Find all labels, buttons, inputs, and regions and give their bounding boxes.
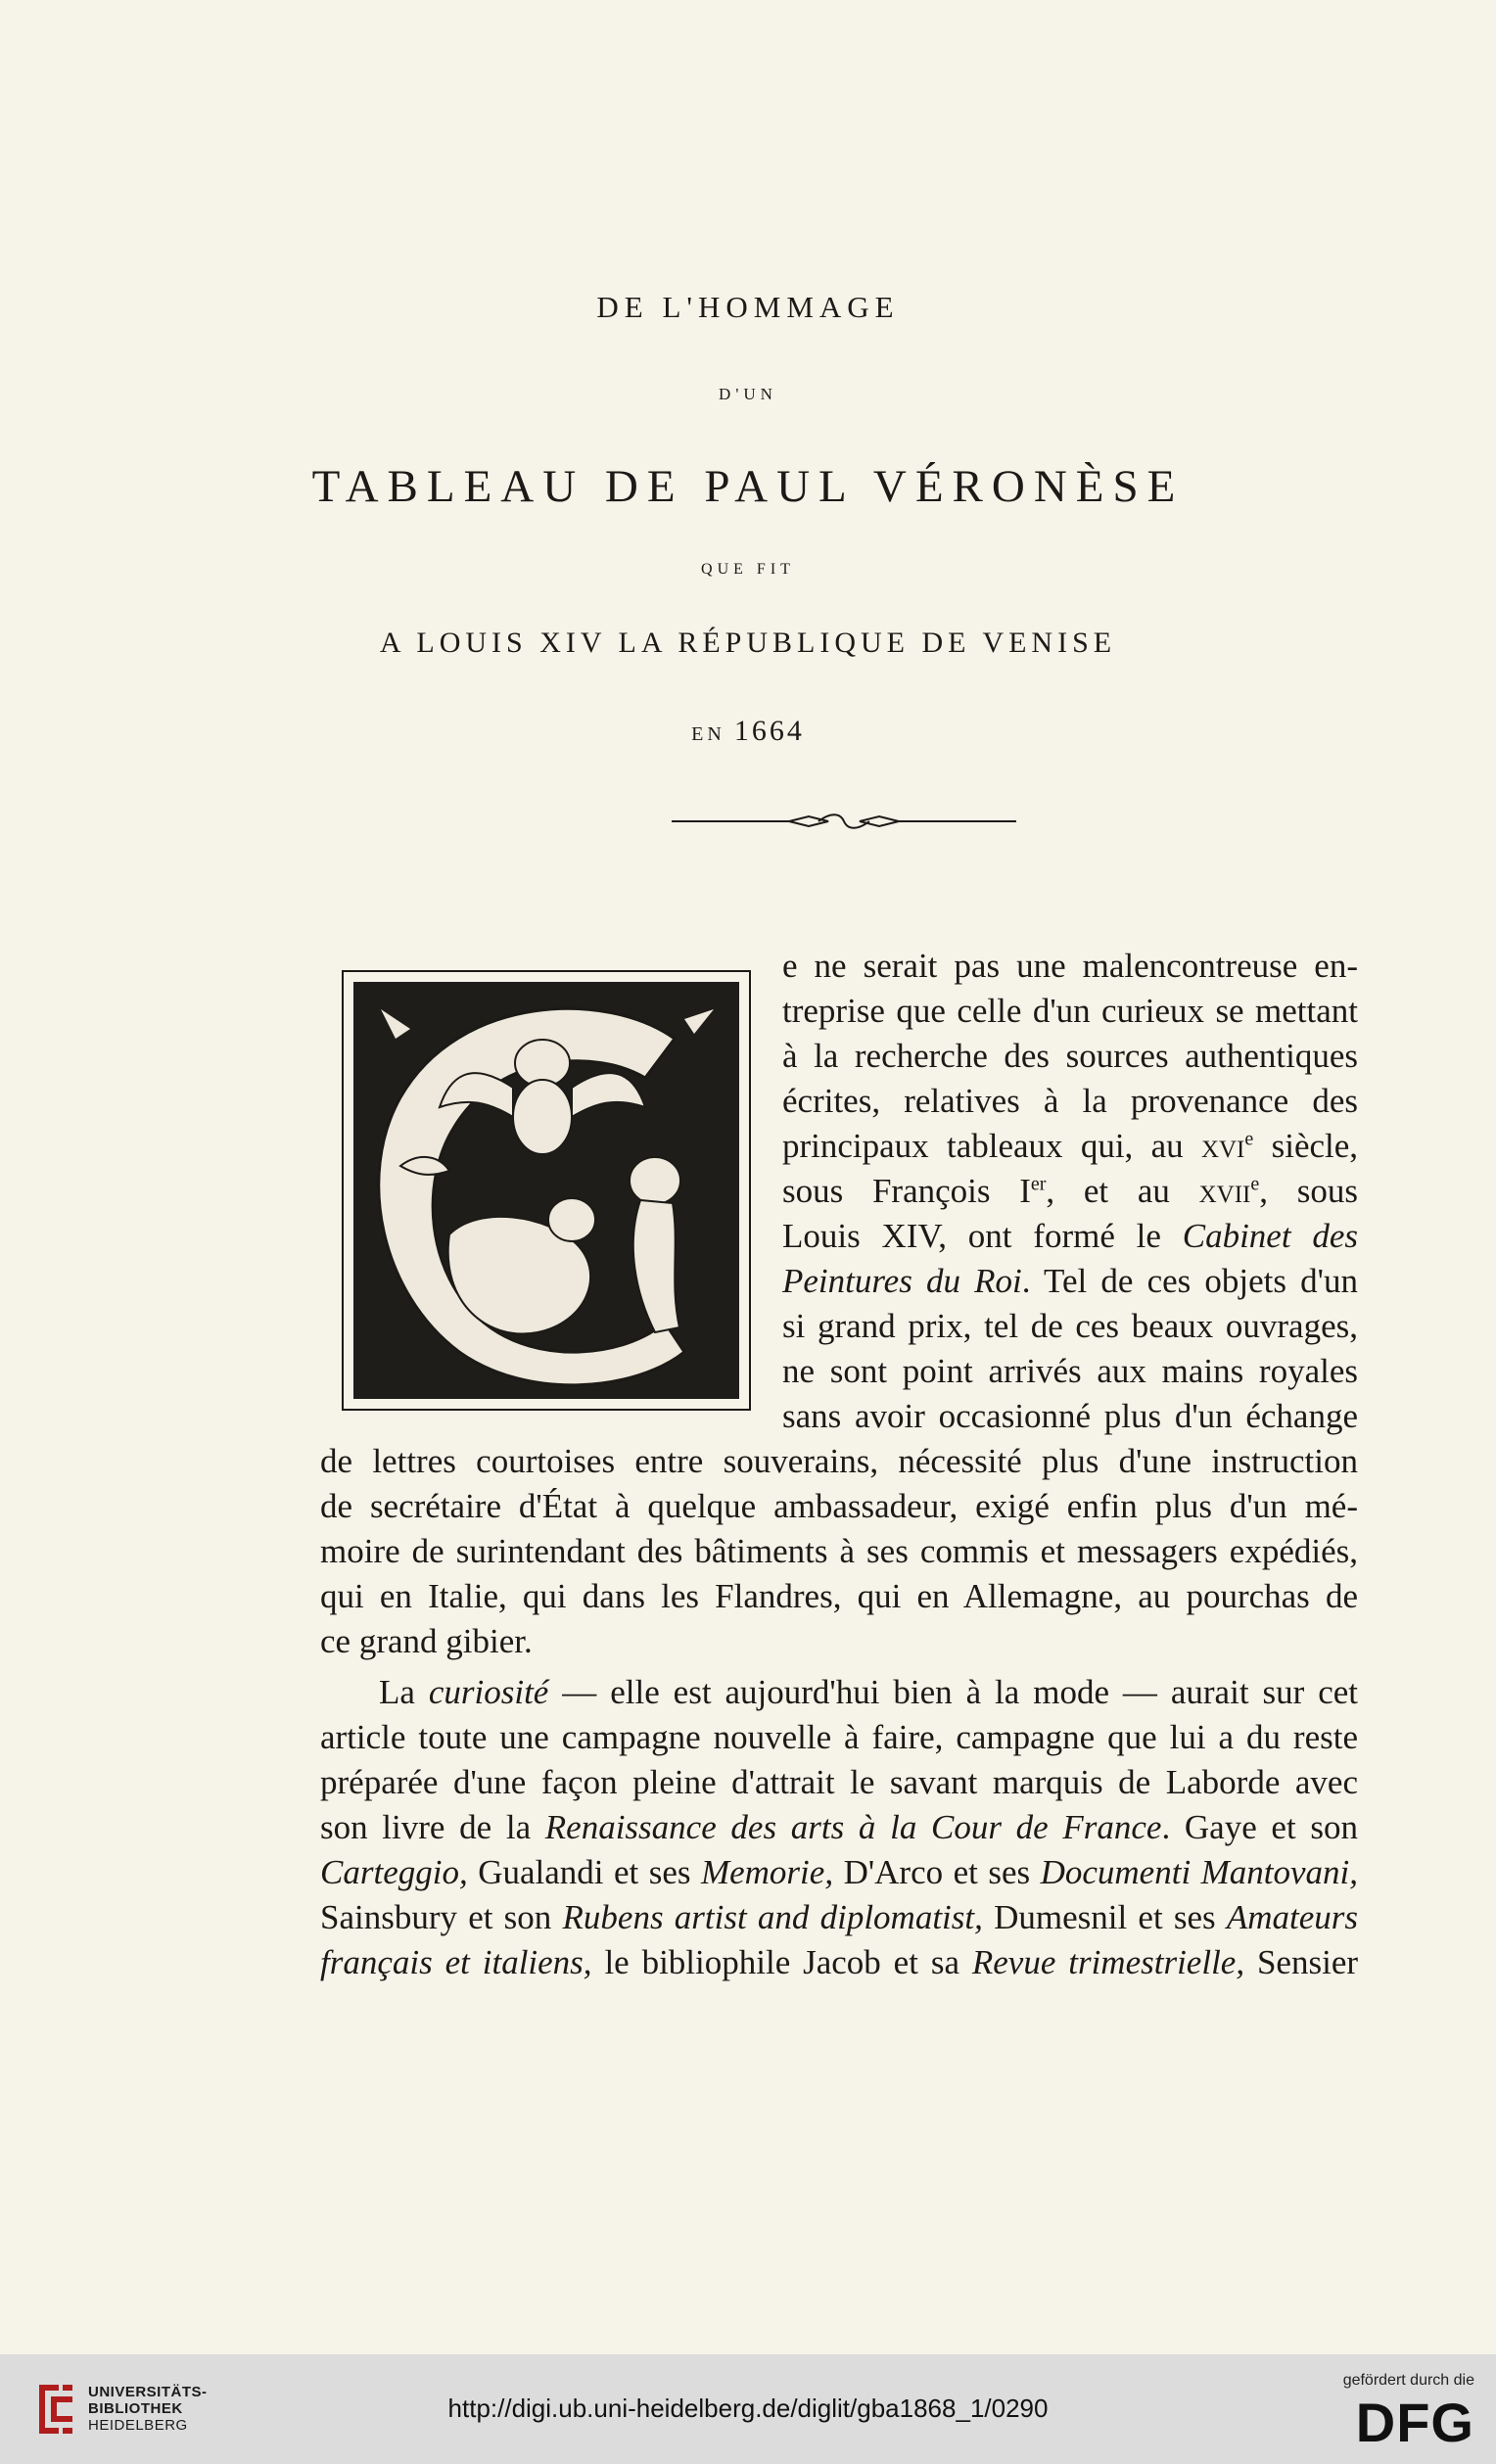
body-line	[320, 1850, 1358, 1895]
line-text: La	[379, 1673, 415, 1711]
body-line: écrites, relatives à la provenance des	[782, 1082, 1358, 1120]
heading-line-4: QUE FIT	[701, 561, 795, 578]
body-line: sans avoir occasionné plus d'un échange	[782, 1397, 1358, 1435]
body-line: ce grand gibier.	[320, 1622, 533, 1660]
body-line	[320, 1805, 1358, 1850]
line-text: son livre de la	[320, 1808, 532, 1846]
body-line: si grand prix, tel de ces beaux ouvrages,	[782, 1307, 1358, 1345]
heading-line-2: D'UN	[719, 385, 777, 403]
permalink-url[interactable]: http://digi.ub.uni-heidelberg.de/diglit/gba1868_1/0290	[447, 2394, 1049, 2423]
heading-date-prefix: EN	[691, 723, 725, 745]
heading-line-1: DE L'HOMMAGE	[596, 290, 900, 324]
body-line	[320, 1895, 1358, 1940]
line-text: principaux tableaux qui, au	[782, 1127, 1184, 1165]
italic-term: curiosité	[428, 1673, 549, 1711]
roman-numeral: I	[1019, 1172, 1031, 1210]
line-text: , sous	[1259, 1172, 1358, 1210]
superscript: e	[1250, 1173, 1260, 1195]
digitization-footer	[0, 2354, 1496, 2464]
body-line: treprise que celle d'un curieux se mettant	[782, 992, 1358, 1030]
italic-title: Amateurs	[1226, 1898, 1359, 1936]
superscript: er	[1030, 1173, 1047, 1195]
century-numeral: xvii	[1198, 1172, 1251, 1210]
italic-title: français et italiens,	[320, 1943, 592, 1981]
body-line	[782, 1214, 1358, 1259]
line-text: siècle,	[1271, 1127, 1359, 1165]
body-line: préparée d'une façon pleine d'attrait le savant marquis de Laborde avec	[320, 1763, 1358, 1801]
library-name-line-2: BIBLIOTHEK	[88, 2400, 183, 2417]
decorated-initial-c-illustration	[342, 970, 751, 1411]
italic-title: Peintures du Roi	[782, 1262, 1022, 1300]
italic-title: Carteggio,	[320, 1853, 468, 1891]
italic-title: Rubens artist and diplomatist,	[562, 1898, 983, 1936]
italic-title: Documenti Mantovani,	[1040, 1853, 1359, 1891]
body-line: ne sont point arrivés aux mains royales	[782, 1352, 1358, 1390]
line-text: Sainsbury et son	[320, 1898, 552, 1936]
body-line: de lettres courtoises entre souverains, nécessité plus d'une instruction	[320, 1442, 1358, 1480]
italic-title: Cabinet des	[1182, 1217, 1358, 1255]
body-line: article toute une campagne nouvelle à faire, campagne que lui a du reste	[320, 1718, 1358, 1756]
heading-date	[0, 715, 1496, 748]
dfg-logo: DFG	[1355, 2392, 1474, 2453]
ornament-divider	[672, 811, 1016, 832]
century-numeral: xvi	[1200, 1127, 1245, 1165]
line-text: , et au	[1046, 1172, 1170, 1210]
line-text: Louis XIV, ont formé le	[782, 1217, 1161, 1255]
body-line: e ne serait pas une malencontreuse en-	[782, 947, 1358, 985]
library-name-line-3: HEIDELBERG	[88, 2417, 188, 2434]
body-line	[320, 1670, 1358, 1715]
italic-title: Renaissance des arts à la Cour de France	[544, 1808, 1162, 1846]
line-text: Dumesnil et ses	[994, 1898, 1216, 1936]
body-line: de secrétaire d'État à quelque ambassadeur, exigé enfin plus d'un mé-	[320, 1487, 1358, 1525]
body-line	[782, 1124, 1358, 1169]
line-text: sous François	[782, 1172, 991, 1210]
body-line: à la recherche des sources authentiques	[782, 1037, 1358, 1075]
line-text: . Tel de ces objets d'un	[1021, 1262, 1358, 1300]
body-line	[782, 1169, 1358, 1214]
heading-main-title: TABLEAU DE PAUL VÉRONÈSE	[311, 461, 1185, 512]
heading-line-5: A LOUIS XIV LA RÉPUBLIQUE DE VENISE	[379, 627, 1117, 659]
line-text: le bibliophile Jacob et sa	[604, 1943, 959, 1981]
line-text: Sensier	[1256, 1943, 1359, 1981]
line-text: . Gaye et son	[1161, 1808, 1358, 1846]
line-text: — elle est aujourd'hui bien à la mode — aurait sur cet	[562, 1673, 1358, 1711]
italic-title: Revue trimestrielle,	[971, 1943, 1245, 1981]
body-line: moire de surintendant des bâtiments à ses commis et messagers expédiés,	[320, 1532, 1358, 1570]
italic-title: Memorie,	[700, 1853, 834, 1891]
line-text: Gualandi et ses	[478, 1853, 691, 1891]
superscript: e	[1244, 1128, 1254, 1150]
heading-date-year: 1664	[733, 715, 805, 747]
body-line	[320, 1940, 1358, 1985]
body-line	[782, 1259, 1358, 1304]
library-name-line-1: UNIVERSITÄTS-	[88, 2384, 208, 2400]
body-line: qui en Italie, qui dans les Flandres, qui en Allemagne, au pourchas de	[320, 1577, 1358, 1615]
funder-label: gefördert durch die	[1342, 2372, 1474, 2389]
line-text: D'Arco et ses	[843, 1853, 1031, 1891]
